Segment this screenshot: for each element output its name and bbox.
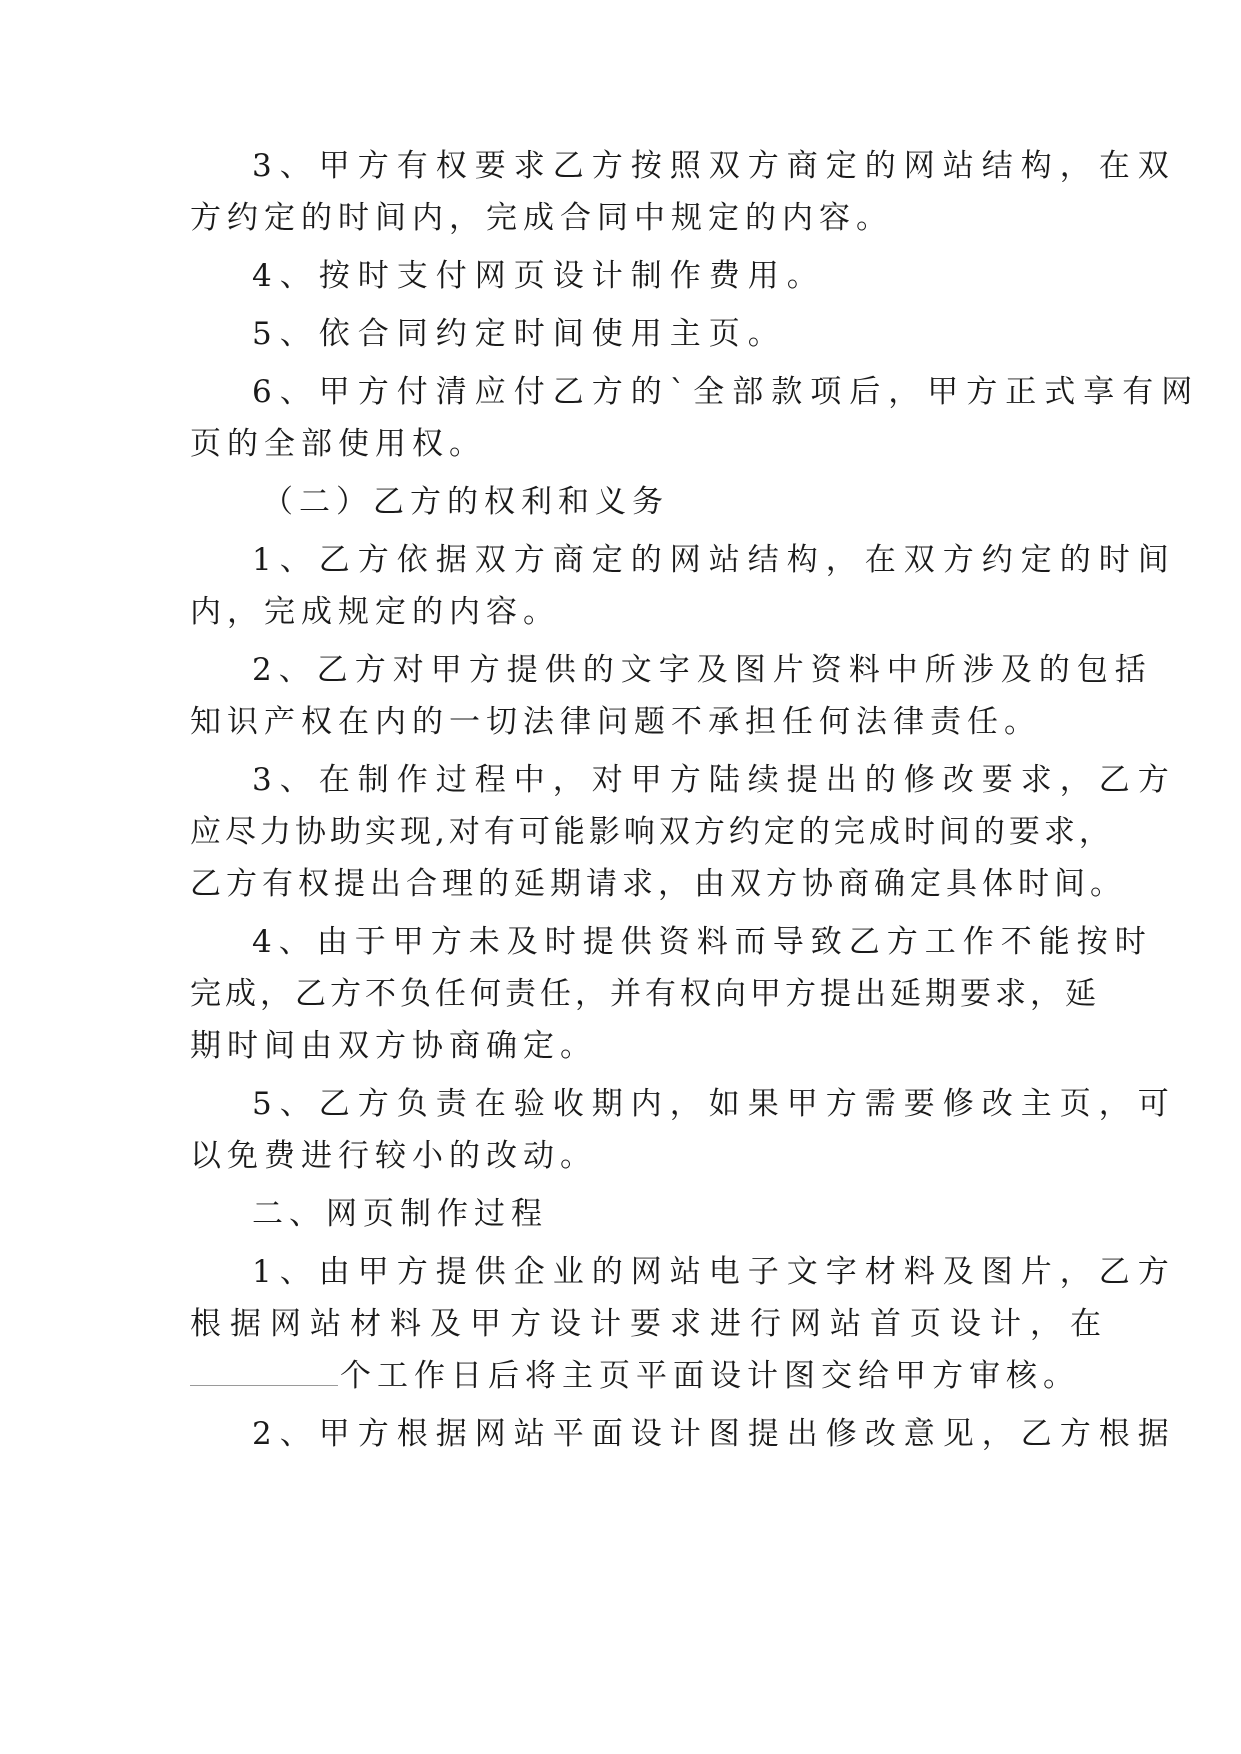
paragraph-line: 5、乙方负责在验收期内，如果甲方需要修改主页，可	[252, 1086, 1177, 1122]
fill-in-blank	[190, 1363, 338, 1386]
blank-line-text: 个工作日后将主页平面设计图交给甲方审核。	[340, 1358, 1080, 1394]
paragraph-line: 4、由于甲方未及时提供资料而导致乙方工作不能按时	[252, 924, 1153, 960]
paragraph-line: 2、甲方根据网站平面设计图提出修改意见，乙方根据	[252, 1416, 1177, 1452]
paragraph-line: 知识产权在内的一切法律问题不承担任何法律责任。	[190, 704, 1041, 740]
paragraph-line: 页的全部使用权。	[190, 426, 486, 462]
paragraph-line: 3、在制作过程中，对甲方陆续提出的修改要求，乙方	[252, 762, 1177, 798]
section-heading: 二、网页制作过程	[252, 1196, 548, 1232]
paragraph-line: 应尽力协助实现,对有可能影响双方约定的完成时间的要求，	[190, 814, 1114, 850]
paragraph-line: 期时间由双方协商确定。	[190, 1028, 597, 1064]
section-heading: （二）乙方的权利和义务	[262, 484, 669, 520]
paragraph-line: 乙方有权提出合理的延期请求，由双方协商确定具体时间。	[190, 866, 1126, 902]
paragraph-line: 4、按时支付网页设计制作费用。	[252, 258, 826, 294]
paragraph-line-with-blank	[190, 1356, 1080, 1396]
paragraph-line: 6、甲方付清应付乙方的`全部款项后，甲方正式享有网	[252, 374, 1201, 410]
paragraph-line: 完成，乙方不负任何责任，并有权向甲方提出延期要求，延	[190, 976, 1100, 1012]
paragraph-line: 以免费进行较小的改动。	[190, 1138, 597, 1174]
paragraph-line: 内，完成规定的内容。	[190, 594, 560, 630]
paragraph-line: 根据网站材料及甲方设计要求进行网站首页设计，在	[190, 1306, 1110, 1342]
paragraph-line: 方约定的时间内，完成合同中规定的内容。	[190, 200, 893, 236]
paragraph-line: 5、依合同约定时间使用主页。	[252, 316, 787, 352]
paragraph-line: 3、甲方有权要求乙方按照双方商定的网站结构，在双	[252, 148, 1177, 184]
paragraph-line: 1、由甲方提供企业的网站电子文字材料及图片，乙方	[252, 1254, 1177, 1290]
paragraph-line: 1、乙方依据双方商定的网站结构，在双方约定的时间	[252, 542, 1177, 578]
paragraph-line: 2、乙方对甲方提供的文字及图片资料中所涉及的包括	[252, 652, 1153, 688]
